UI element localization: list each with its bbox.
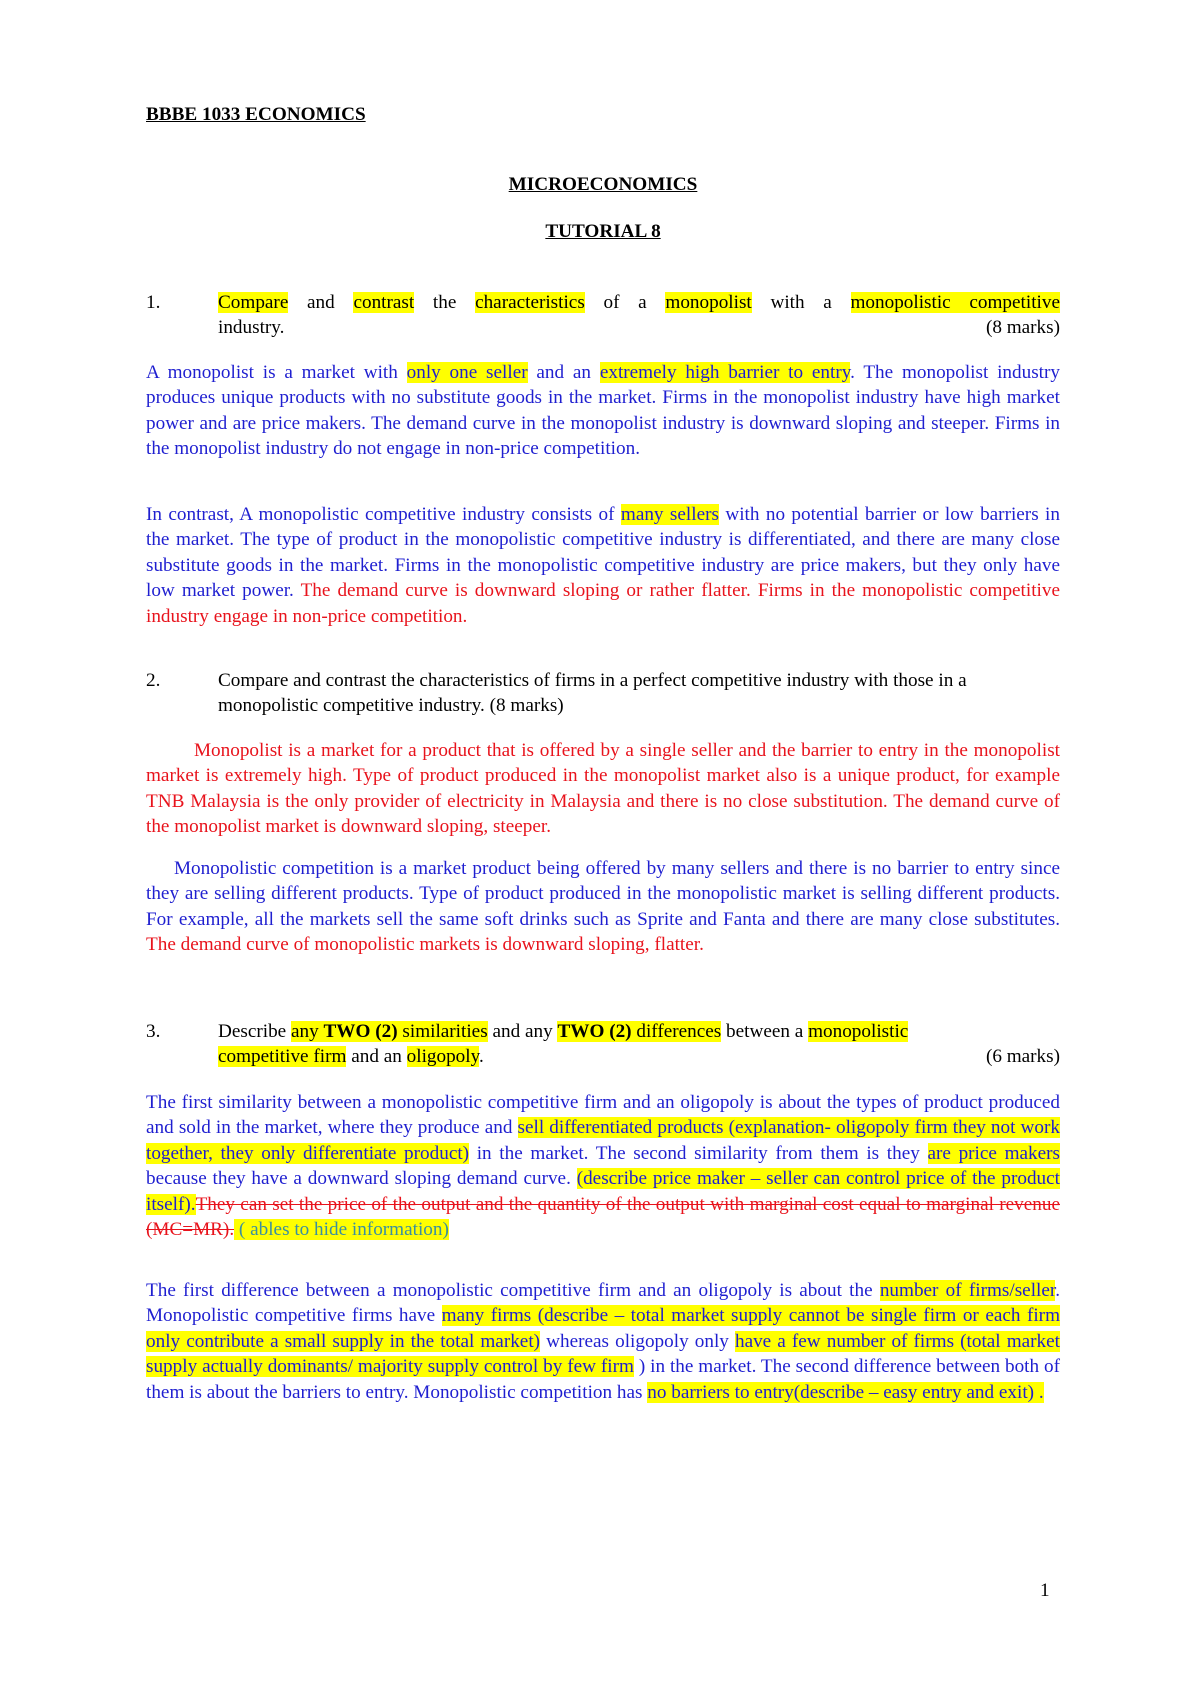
q3-text-part: and an [346,1046,407,1068]
answer-highlight: only one seller [406,362,528,383]
answer-highlight: extremely high barrier to entry [599,362,851,383]
q1-line2-text: industry. [218,317,285,339]
question-1-line2 [218,315,1060,340]
answer-text: because they have a downward sloping demand curve. [146,1168,577,1190]
q1-text-part: of a [584,292,666,313]
q1-text-part: Compare [218,292,289,313]
q3-text-part: TWO (2) [557,1021,632,1042]
answer-text: and an [527,362,600,383]
q3-highlight [557,1021,721,1042]
q3-text-part: and any [487,1021,558,1042]
q2-answer-2 [146,856,1060,958]
question-3 [146,1019,1060,1070]
answer-text: with no potential barrier or low barriers in the market. The type of product in the monopolistic competitive industry is differentiated, and there are many close substitute goods in the market. Firms in the monopolistic competitive industry are price makers, but they only have low market power. [146,504,1060,602]
question-2-number: 2. [146,670,161,691]
q3-text-part: TWO (2) [323,1021,398,1042]
answer-text: Monopolistic competition is a market product being offered by many sellers and there is no barrier to entry since they are selling different products. Type of product produced in the monopolistic market is selling different products. For example, all the markets sell the same soft drinks such as Sprite and Fanta and there are many close substitutes. [146,858,1060,930]
q1-text-part: characteristics [475,292,585,313]
q1-text-part: monopolistic competitive [850,292,1060,313]
question-3-text [218,1019,1060,1044]
q3-text-part: differences [631,1021,722,1042]
q3-text-part: similarities [397,1021,488,1042]
q3-answer-1 [146,1090,1060,1242]
q3-text-part: any [290,1021,324,1042]
question-2 [146,668,1060,719]
answer-highlight: no barriers to entry(describe – easy entry and exit) . [647,1381,1044,1403]
q3-text-part: oligopoly [406,1046,479,1068]
q1-marks: (8 marks) [985,317,1060,339]
answer-highlight: sell differentiated products (explanation- oligopoly firm they not work together, they only differentiate product) [146,1117,1060,1164]
course-title: BBBE 1033 ECONOMICS [146,104,366,125]
page-number: 1 [1040,1580,1050,1601]
q3-text-part: between a [721,1021,809,1042]
answer-text: . The monopolist industry produces unique products with no substitute goods in the market. Firms in the monopolist industry have high market power and are price makers. The demand curve in the monopolist industry is downward sloping and steeper. Firms in the monopolist industry do not engage in non-price competition. [146,362,1060,460]
question-1-number: 1. [146,292,161,313]
answer-text: whereas oligopoly only [540,1330,735,1352]
q1-text-part: monopolist [665,292,752,313]
q3-text-part: monopolistic [808,1021,909,1042]
subject-title: MICROECONOMICS [508,174,698,195]
answer-text: A monopolist is a market with [146,362,407,383]
q3-highlight [291,1021,488,1042]
answer-text: ) in the market. The second difference between both of them is about the barriers to entry. Monopolistic competition has [146,1356,1060,1403]
question-2-text: Compare and contrast the characteristics of firms in a perfect competitive industry with those in a monopolistic competitive industry. (8 marks) [218,670,967,717]
q1-text-part: with a [751,292,851,313]
answer-highlight: number of firms/seller [879,1280,1056,1301]
q2-answer-1: Monopolist is a market for a product that is offered by a single seller and the barrier to entry in the monopolist market is extremely high. Type of product produced in the monopolist market also is a unique product, for example TNB Malaysia is the only provider of electricity in Malaysia and there is no close substitution. The demand curve of the monopolist market is downward sloping, steeper. [146,740,1060,838]
q1-answer-1 [146,360,1060,462]
q3-answer-2 [146,1278,1060,1405]
answer-red-text: The demand curve is downward sloping or rather flatter. Firms in the monopolistic competitive industry engage in non-price competition. [146,580,1060,627]
q3-text-part: Describe [218,1021,291,1042]
answer-highlight: many sellers [620,504,719,525]
answer-strikethrough: They can set the price of the output and the quantity of the output with marginal cost equal to marginal revenue (MC=MR). [146,1193,1060,1241]
answer-text: The first difference between a monopolistic competitive firm and an oligopoly is about the [146,1280,880,1301]
q1-text-part: and [288,292,354,313]
answer-highlight: (describe price maker – seller can control price of the product itself). [146,1168,1061,1215]
answer-text: The first similarity between a monopolistic competitive firm and an oligopoly is about the types of product produced and sold in the market, where they produce and [146,1092,1060,1139]
question-1 [146,290,1060,341]
answer-text: In contrast, A monopolistic competitive industry consists of [146,504,621,525]
question-1-text [218,290,1060,315]
answer-highlight: are price makers [927,1142,1060,1164]
answer-highlight: have a few number of firms (total market supply actually dominants/ majority supply control by few firm [146,1330,1060,1378]
q1-text-part: the [414,292,476,313]
q3-text-part: competitive firm [218,1046,347,1068]
q1-text-part: contrast [353,292,415,313]
answer-red-text: The demand curve of monopolistic markets is downward sloping, flatter. [146,934,704,956]
answer-text: in the market. The second similarity from them is they [469,1142,928,1164]
answer-teal-note: ( ables to hide information) [234,1219,449,1241]
q3-marks: (6 marks) [985,1046,1060,1068]
q1-answer-2 [146,502,1060,629]
question-3-line2 [218,1044,1060,1069]
q3-text-part: . [478,1046,484,1068]
question-3-number: 3. [146,1021,161,1042]
answer-text: . Monopolistic competitive firms have [146,1280,1060,1327]
tutorial-title: TUTORIAL 8 [545,221,661,242]
answer-highlight: many firms (describe – total market supply cannot be single firm or each firm only contribute a small supply in the total market) [146,1305,1060,1352]
